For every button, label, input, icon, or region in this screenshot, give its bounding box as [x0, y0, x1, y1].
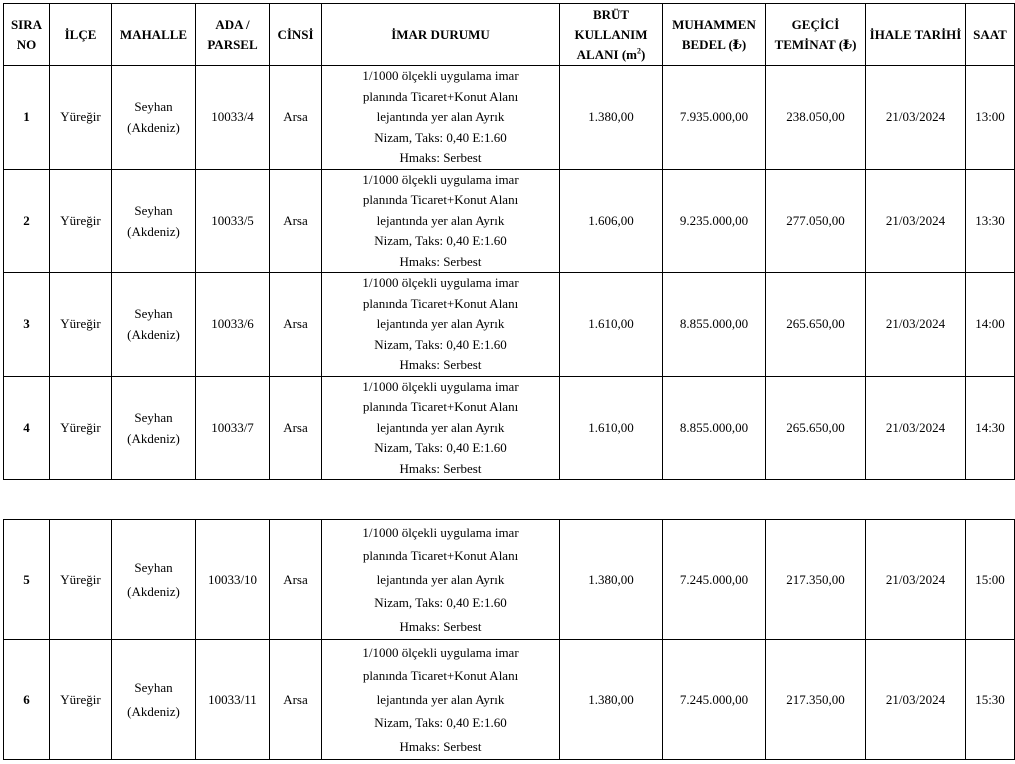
header-mahalle: MAHALLE [112, 4, 196, 66]
imar-line-1: 1/1000 ölçekli uygulama imar [362, 378, 519, 394]
imar-line-2: planında Ticaret+Konut Alanı [362, 192, 519, 207]
cell-saat: 13:00 [966, 66, 1015, 170]
cell-mahalle [112, 640, 196, 760]
cell-ada-parsel: 10033/5 [196, 169, 270, 273]
mahalle-line-1: Seyhan [134, 99, 173, 115]
cell-ihale: 21/03/2024 [866, 66, 966, 170]
cell-brut: 1.610,00 [560, 273, 663, 377]
imar-line-3: lejantında yer alan Ayrık [376, 212, 505, 228]
cell-imar [322, 273, 560, 377]
cell-cinsi: Arsa [270, 169, 322, 273]
cell-imar [322, 169, 560, 273]
cell-sira: 1 [4, 66, 50, 170]
cell-imar [322, 520, 560, 640]
cell-cinsi: Arsa [270, 66, 322, 170]
cell-saat: 14:00 [966, 273, 1015, 377]
imar-line-4: Nizam, Taks: 0,40 E:1.60 [374, 715, 507, 731]
imar-line-5: Hmaks: Serbest [399, 738, 482, 754]
mahalle-line-2: (Akdeniz) [127, 430, 180, 446]
cell-muhammen: 8.855.000,00 [663, 273, 766, 377]
cell-ilce: Yüreğir [50, 273, 112, 377]
cell-cinsi: Arsa [270, 640, 322, 760]
mahalle-line-1: Seyhan [134, 560, 173, 575]
imar-line-2: planında Ticaret+Konut Alanı [362, 399, 519, 414]
cell-brut: 1.606,00 [560, 169, 663, 273]
cell-mahalle [112, 520, 196, 640]
header-sira: SIRA NO [4, 4, 50, 66]
mahalle-line-2: (Akdeniz) [127, 223, 180, 239]
cell-brut: 1.610,00 [560, 376, 663, 480]
header-brut-text: BRÜT KULLANIM ALANI (m [574, 6, 648, 62]
imar-line-3: lejantında yer alan Ayrık [376, 316, 505, 331]
cell-teminat: 238.050,00 [766, 66, 866, 170]
header-ada-parsel: ADA / PARSEL [196, 4, 270, 66]
cell-teminat: 277.050,00 [766, 169, 866, 273]
table-row [4, 376, 1015, 480]
header-brut-sup: 2 [636, 46, 641, 56]
cell-muhammen: 7.245.000,00 [663, 640, 766, 760]
cell-sira: 5 [4, 520, 50, 640]
cell-cinsi: Arsa [270, 520, 322, 640]
imar-line-1: 1/1000 ölçekli uygulama imar [362, 171, 519, 187]
imar-line-2: planında Ticaret+Konut Alanı [362, 88, 519, 104]
imar-line-3: lejantında yer alan Ayrık [376, 571, 505, 587]
cell-muhammen: 8.855.000,00 [663, 376, 766, 480]
header-muhammen: MUHAMMEN BEDEL (₺) [663, 4, 766, 66]
cell-mahalle [112, 376, 196, 480]
cell-imar [322, 640, 560, 760]
table-row [4, 273, 1015, 377]
imar-line-5: Hmaks: Serbest [399, 460, 482, 476]
cell-sira: 3 [4, 273, 50, 377]
imar-line-4: Nizam, Taks: 0,40 E:1.60 [374, 336, 507, 352]
cell-mahalle [112, 273, 196, 377]
cell-ilce: Yüreğir [50, 520, 112, 640]
imar-line-5: Hmaks: Serbest [399, 618, 482, 634]
cell-teminat: 217.350,00 [766, 520, 866, 640]
cell-sira: 4 [4, 376, 50, 480]
cell-ada-parsel: 10033/11 [196, 640, 270, 760]
table-row [4, 640, 1015, 760]
header-saat: SAAT [966, 4, 1015, 66]
mahalle-line-2: (Akdeniz) [127, 703, 180, 719]
imar-line-4: Nizam, Taks: 0,40 E:1.60 [374, 440, 507, 455]
cell-ihale: 21/03/2024 [866, 169, 966, 273]
table-row [4, 520, 1015, 640]
cell-brut: 1.380,00 [560, 66, 663, 170]
mahalle-line-1: Seyhan [134, 409, 173, 425]
cell-mahalle [112, 66, 196, 170]
cell-imar [322, 376, 560, 480]
cell-ihale: 21/03/2024 [866, 640, 966, 760]
imar-line-2: planında Ticaret+Konut Alanı [362, 548, 519, 564]
table-row [4, 66, 1015, 170]
cell-sira: 2 [4, 169, 50, 273]
cell-sira: 6 [4, 640, 50, 760]
cell-muhammen: 7.245.000,00 [663, 520, 766, 640]
ihale-table-part-2 [3, 519, 1015, 760]
imar-line-5: Hmaks: Serbest [399, 253, 482, 269]
cell-muhammen: 7.935.000,00 [663, 66, 766, 170]
cell-cinsi: Arsa [270, 376, 322, 480]
cell-saat: 15:30 [966, 640, 1015, 760]
cell-teminat: 217.350,00 [766, 640, 866, 760]
cell-ada-parsel: 10033/7 [196, 376, 270, 480]
cell-ilce: Yüreğir [50, 640, 112, 760]
cell-muhammen: 9.235.000,00 [663, 169, 766, 273]
mahalle-line-2: (Akdeniz) [127, 583, 180, 599]
cell-mahalle [112, 169, 196, 273]
mahalle-line-2: (Akdeniz) [127, 120, 180, 136]
table-header-row [4, 4, 1015, 66]
cell-ihale: 21/03/2024 [866, 376, 966, 480]
cell-saat: 14:30 [966, 376, 1015, 480]
imar-line-1: 1/1000 ölçekli uygulama imar [362, 68, 519, 83]
table-row [4, 169, 1015, 273]
cell-ilce: Yüreğir [50, 376, 112, 480]
imar-line-5: Hmaks: Serbest [399, 150, 482, 165]
header-ihale: İHALE TARİHİ [866, 4, 966, 66]
cell-ihale: 21/03/2024 [866, 520, 966, 640]
cell-brut: 1.380,00 [560, 520, 663, 640]
mahalle-line-1: Seyhan [134, 680, 173, 695]
imar-line-2: planında Ticaret+Konut Alanı [362, 668, 519, 684]
header-brut-end: ) [640, 46, 646, 62]
cell-imar [322, 66, 560, 170]
cell-brut: 1.380,00 [560, 640, 663, 760]
cell-ihale: 21/03/2024 [866, 273, 966, 377]
cell-cinsi: Arsa [270, 273, 322, 377]
imar-line-3: lejantında yer alan Ayrık [376, 691, 505, 707]
cell-ada-parsel: 10033/4 [196, 66, 270, 170]
imar-line-4: Nizam, Taks: 0,40 E:1.60 [374, 129, 507, 145]
imar-line-2: planında Ticaret+Konut Alanı [362, 295, 519, 311]
cell-ilce: Yüreğir [50, 66, 112, 170]
header-cinsi: CİNSİ [270, 4, 322, 66]
imar-line-4: Nizam, Taks: 0,40 E:1.60 [374, 595, 507, 611]
mahalle-line-1: Seyhan [134, 306, 173, 322]
header-teminat: GEÇİCİ TEMİNAT (₺) [766, 4, 866, 66]
cell-saat: 15:00 [966, 520, 1015, 640]
imar-line-1: 1/1000 ölçekli uygulama imar [362, 275, 519, 290]
ihale-table-part-1 [3, 3, 1015, 480]
imar-line-3: lejantında yer alan Ayrık [376, 419, 505, 435]
imar-line-4: Nizam, Taks: 0,40 E:1.60 [374, 233, 507, 248]
cell-ada-parsel: 10033/10 [196, 520, 270, 640]
cell-ilce: Yüreğir [50, 169, 112, 273]
header-imar: İMAR DURUMU [322, 4, 560, 66]
cell-teminat: 265.650,00 [766, 273, 866, 377]
cell-teminat: 265.650,00 [766, 376, 866, 480]
header-ilce: İLÇE [50, 4, 112, 66]
imar-line-3: lejantında yer alan Ayrık [376, 109, 505, 124]
imar-line-1: 1/1000 ölçekli uygulama imar [362, 644, 519, 660]
imar-line-1: 1/1000 ölçekli uygulama imar [362, 524, 519, 540]
imar-line-5: Hmaks: Serbest [399, 357, 482, 372]
mahalle-line-2: (Akdeniz) [127, 327, 180, 343]
mahalle-line-1: Seyhan [134, 202, 173, 218]
cell-saat: 13:30 [966, 169, 1015, 273]
cell-ada-parsel: 10033/6 [196, 273, 270, 377]
header-brut [560, 4, 663, 66]
